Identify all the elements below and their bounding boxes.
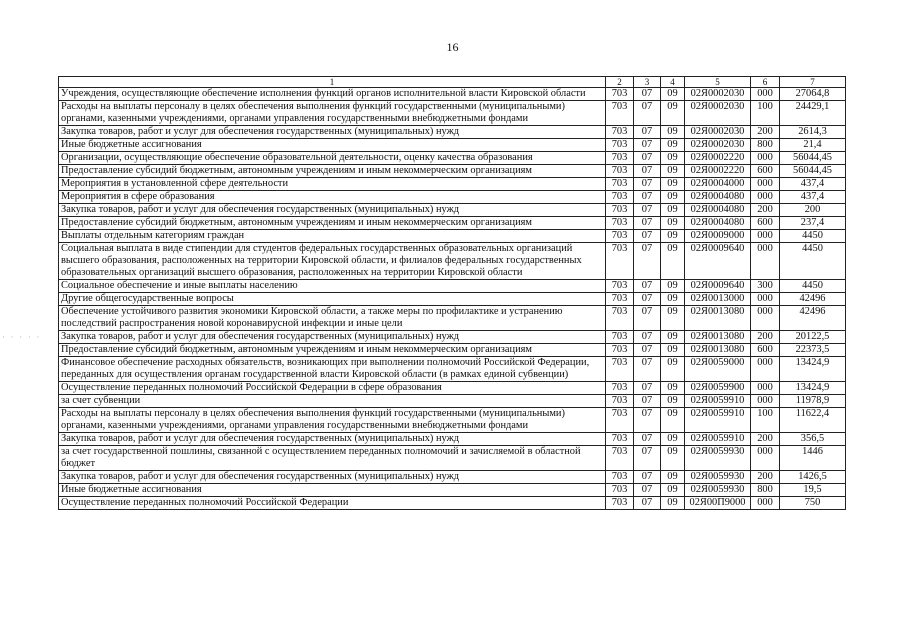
cell-section: 07 [634, 331, 661, 344]
cell-expense-type: 800 [751, 484, 780, 497]
cell-expense-name: за счет субвенции [59, 395, 606, 408]
cell-subsection: 09 [661, 126, 685, 139]
cell-target-article: 02Я0059930 [685, 471, 751, 484]
table-row [59, 471, 846, 484]
cell-expense-type: 200 [751, 204, 780, 217]
cell-amount: 200 [780, 204, 846, 217]
cell-gov-code: 703 [606, 243, 634, 280]
cell-section: 07 [634, 306, 661, 331]
cell-section: 07 [634, 191, 661, 204]
header-cell-expense-name: 1 [59, 77, 606, 88]
cell-gov-code: 703 [606, 497, 634, 510]
cell-amount: 13424,9 [780, 382, 846, 395]
cell-section: 07 [634, 217, 661, 230]
cell-expense-name: Закупка товаров, работ и услуг для обеспечения государственных (муниципальных) нужд [59, 204, 606, 217]
cell-amount: 21,4 [780, 139, 846, 152]
cell-amount: 356,5 [780, 433, 846, 446]
table-row [59, 446, 846, 471]
cell-section: 07 [634, 126, 661, 139]
cell-expense-type: 000 [751, 497, 780, 510]
cell-subsection: 09 [661, 191, 685, 204]
table-body [59, 77, 846, 510]
cell-expense-type: 200 [751, 331, 780, 344]
table-row [59, 204, 846, 217]
cell-amount: 22373,5 [780, 344, 846, 357]
cell-expense-name: Расходы на выплаты персоналу в целях обеспечения выполнения функций государственными (муниципальными) органами, казенными учреждениями, органами управления государственными внебюджетными фондами [59, 408, 606, 433]
cell-target-article: 02Я0002220 [685, 152, 751, 165]
cell-section: 07 [634, 243, 661, 280]
cell-gov-code: 703 [606, 408, 634, 433]
table-row [59, 217, 846, 230]
table-row [59, 126, 846, 139]
cell-target-article: 02Я0009640 [685, 280, 751, 293]
cell-expense-name: Закупка товаров, работ и услуг для обеспечения государственных (муниципальных) нужд [59, 331, 606, 344]
cell-subsection: 09 [661, 178, 685, 191]
cell-gov-code: 703 [606, 433, 634, 446]
cell-target-article: 02Я0059910 [685, 433, 751, 446]
table-header-row [59, 77, 846, 88]
cell-expense-name: Организации, осуществляющие обеспечение образовательной деятельности, оценку качества образования [59, 152, 606, 165]
cell-section: 07 [634, 357, 661, 382]
cell-target-article: 02Я0059930 [685, 446, 751, 471]
cell-expense-name: Предоставление субсидий бюджетным, автономным учреждениям и иным некоммерческим организациям [59, 165, 606, 178]
table-row [59, 165, 846, 178]
cell-expense-name: Социальное обеспечение и иные выплаты населению [59, 280, 606, 293]
cell-amount: 56044,45 [780, 152, 846, 165]
cell-expense-name: Другие общегосударственные вопросы [59, 293, 606, 306]
cell-gov-code: 703 [606, 344, 634, 357]
header-cell-target-article: 5 [685, 77, 751, 88]
cell-expense-type: 600 [751, 217, 780, 230]
table-row [59, 191, 846, 204]
page-number: 16 [446, 40, 459, 54]
cell-expense-type: 000 [751, 306, 780, 331]
cell-amount: 237,4 [780, 217, 846, 230]
cell-subsection: 09 [661, 382, 685, 395]
header-cell-subsection: 4 [661, 77, 685, 88]
cell-gov-code: 703 [606, 357, 634, 382]
header-cell-section: 3 [634, 77, 661, 88]
cell-subsection: 09 [661, 230, 685, 243]
cell-subsection: 09 [661, 165, 685, 178]
table-row [59, 230, 846, 243]
cell-gov-code: 703 [606, 152, 634, 165]
cell-section: 07 [634, 139, 661, 152]
cell-gov-code: 703 [606, 101, 634, 126]
cell-target-article: 02Я0059930 [685, 484, 751, 497]
cell-amount: 4450 [780, 243, 846, 280]
cell-expense-name: Выплаты отдельным категориям граждан [59, 230, 606, 243]
table-row [59, 408, 846, 433]
table-row [59, 344, 846, 357]
cell-section: 07 [634, 293, 661, 306]
cell-amount: 4450 [780, 230, 846, 243]
cell-amount: 437,4 [780, 191, 846, 204]
table-row [59, 331, 846, 344]
cell-expense-name: Финансовое обеспечение расходных обязательств, возникающих при выполнении полномочий Российской Федерации, переданных для осуществления органам государственной власти Кировской области (в рамках единой субвенции) [59, 357, 606, 382]
cell-subsection: 09 [661, 471, 685, 484]
budget-table [58, 76, 846, 510]
cell-expense-type: 000 [751, 191, 780, 204]
table-row [59, 178, 846, 191]
cell-gov-code: 703 [606, 280, 634, 293]
cell-amount: 27064,8 [780, 88, 846, 101]
cell-expense-name: Обеспечение устойчивого развития экономики Кировской области, а также меры по профилактике и устранению последствий распространения новой коронавирусной инфекции и иные цели [59, 306, 606, 331]
cell-expense-type: 000 [751, 293, 780, 306]
cell-amount: 56044,45 [780, 165, 846, 178]
cell-amount: 11978,9 [780, 395, 846, 408]
cell-expense-name: Иные бюджетные ассигнования [59, 139, 606, 152]
cell-target-article: 02Я0002030 [685, 126, 751, 139]
cell-subsection: 09 [661, 497, 685, 510]
cell-expense-type: 300 [751, 280, 780, 293]
cell-section: 07 [634, 88, 661, 101]
cell-target-article: 02Я0002220 [685, 165, 751, 178]
cell-expense-type: 000 [751, 88, 780, 101]
cell-amount: 24429,1 [780, 101, 846, 126]
cell-section: 07 [634, 433, 661, 446]
cell-subsection: 09 [661, 280, 685, 293]
table-row [59, 484, 846, 497]
table-row [59, 433, 846, 446]
cell-subsection: 09 [661, 395, 685, 408]
cell-subsection: 09 [661, 306, 685, 331]
table-row [59, 306, 846, 331]
cell-subsection: 09 [661, 293, 685, 306]
cell-subsection: 09 [661, 484, 685, 497]
cell-section: 07 [634, 408, 661, 433]
cell-subsection: 09 [661, 152, 685, 165]
cell-expense-type: 000 [751, 382, 780, 395]
cell-subsection: 09 [661, 243, 685, 280]
cell-expense-type: 000 [751, 395, 780, 408]
cell-expense-type: 000 [751, 357, 780, 382]
cell-expense-name: Социальная выплата в виде стипендии для студентов федеральных государственных образовательных организаций высшего образования, расположенных на территории Кировской области, и филиалов федеральных государственных образовательных организаций высшего образования, расположенных на территории Кировской области [59, 243, 606, 280]
cell-amount: 750 [780, 497, 846, 510]
cell-section: 07 [634, 101, 661, 126]
cell-target-article: 02Я0004000 [685, 178, 751, 191]
cell-target-article: 02Я0059900 [685, 382, 751, 395]
cell-expense-type: 000 [751, 152, 780, 165]
cell-expense-type: 200 [751, 126, 780, 139]
cell-gov-code: 703 [606, 204, 634, 217]
cell-amount: 20122,5 [780, 331, 846, 344]
cell-section: 07 [634, 471, 661, 484]
cell-target-article: 02Я0004080 [685, 217, 751, 230]
cell-subsection: 09 [661, 139, 685, 152]
cell-target-article: 02Я0004080 [685, 191, 751, 204]
cell-target-article: 02Я0002030 [685, 88, 751, 101]
cell-amount: 437,4 [780, 178, 846, 191]
cell-section: 07 [634, 230, 661, 243]
cell-target-article: 02Я0059910 [685, 408, 751, 433]
table-row [59, 357, 846, 382]
cell-section: 07 [634, 204, 661, 217]
table-row [59, 382, 846, 395]
cell-subsection: 09 [661, 446, 685, 471]
header-cell-expense-type: 6 [751, 77, 780, 88]
table-row [59, 293, 846, 306]
scan-artifact: · · · · · [2, 333, 42, 342]
cell-expense-type: 000 [751, 243, 780, 280]
cell-expense-type: 800 [751, 139, 780, 152]
cell-expense-name: за счет государственной пошлины, связанной с осуществлением переданных полномочий и зачисляемой в областной бюджет [59, 446, 606, 471]
cell-expense-type: 200 [751, 433, 780, 446]
table-row [59, 88, 846, 101]
cell-gov-code: 703 [606, 395, 634, 408]
cell-expense-name: Предоставление субсидий бюджетным, автономным учреждениям и иным некоммерческим организациям [59, 344, 606, 357]
cell-gov-code: 703 [606, 446, 634, 471]
cell-subsection: 09 [661, 217, 685, 230]
cell-gov-code: 703 [606, 88, 634, 101]
header-cell-gov-code: 2 [606, 77, 634, 88]
cell-section: 07 [634, 382, 661, 395]
cell-expense-type: 000 [751, 178, 780, 191]
cell-subsection: 09 [661, 357, 685, 382]
cell-section: 07 [634, 497, 661, 510]
cell-target-article: 02Я0013000 [685, 293, 751, 306]
cell-amount: 1446 [780, 446, 846, 471]
cell-amount: 42496 [780, 306, 846, 331]
table-row [59, 152, 846, 165]
cell-subsection: 09 [661, 88, 685, 101]
table-row [59, 280, 846, 293]
cell-target-article: 02Я0009640 [685, 243, 751, 280]
cell-expense-type: 600 [751, 344, 780, 357]
table-row [59, 395, 846, 408]
cell-expense-name: Мероприятия в сфере образования [59, 191, 606, 204]
table-row [59, 497, 846, 510]
cell-gov-code: 703 [606, 484, 634, 497]
cell-amount: 4450 [780, 280, 846, 293]
cell-expense-name: Мероприятия в установленной сфере деятельности [59, 178, 606, 191]
cell-amount: 42496 [780, 293, 846, 306]
cell-section: 07 [634, 280, 661, 293]
cell-gov-code: 703 [606, 382, 634, 395]
cell-expense-type: 600 [751, 165, 780, 178]
cell-amount: 19,5 [780, 484, 846, 497]
cell-target-article: 02Я0059910 [685, 395, 751, 408]
cell-amount: 11622,4 [780, 408, 846, 433]
cell-gov-code: 703 [606, 471, 634, 484]
cell-subsection: 09 [661, 344, 685, 357]
table-row [59, 139, 846, 152]
cell-expense-type: 200 [751, 471, 780, 484]
cell-target-article: 02Я0009000 [685, 230, 751, 243]
cell-target-article: 02Я0013080 [685, 344, 751, 357]
cell-target-article: 02Я0002030 [685, 139, 751, 152]
cell-subsection: 09 [661, 204, 685, 217]
cell-section: 07 [634, 165, 661, 178]
cell-expense-name: Осуществление переданных полномочий Российской Федерации в сфере образования [59, 382, 606, 395]
cell-gov-code: 703 [606, 165, 634, 178]
cell-section: 07 [634, 178, 661, 191]
cell-target-article: 02Я0013080 [685, 306, 751, 331]
cell-target-article: 02Я00П9000 [685, 497, 751, 510]
cell-gov-code: 703 [606, 191, 634, 204]
cell-amount: 13424,9 [780, 357, 846, 382]
table-row [59, 243, 846, 280]
cell-section: 07 [634, 484, 661, 497]
cell-target-article: 02Я0004080 [685, 204, 751, 217]
cell-expense-name: Закупка товаров, работ и услуг для обеспечения государственных (муниципальных) нужд [59, 126, 606, 139]
header-cell-amount: 7 [780, 77, 846, 88]
cell-section: 07 [634, 344, 661, 357]
cell-expense-type: 100 [751, 408, 780, 433]
cell-gov-code: 703 [606, 126, 634, 139]
cell-expense-type: 100 [751, 101, 780, 126]
table-row [59, 101, 846, 126]
cell-expense-name: Иные бюджетные ассигнования [59, 484, 606, 497]
cell-expense-name: Осуществление переданных полномочий Российской Федерации [59, 497, 606, 510]
cell-expense-type: 000 [751, 230, 780, 243]
cell-target-article: 02Я0059000 [685, 357, 751, 382]
cell-target-article: 02Я0002030 [685, 101, 751, 126]
cell-expense-name: Расходы на выплаты персоналу в целях обеспечения выполнения функций государственными (муниципальными) органами, казенными учреждениями, органами управления государственными внебюджетными фондами [59, 101, 606, 126]
cell-subsection: 09 [661, 101, 685, 126]
cell-gov-code: 703 [606, 293, 634, 306]
cell-section: 07 [634, 395, 661, 408]
cell-subsection: 09 [661, 408, 685, 433]
cell-expense-name: Предоставление субсидий бюджетным, автономным учреждениям и иным некоммерческим организациям [59, 217, 606, 230]
cell-amount: 2614,3 [780, 126, 846, 139]
cell-subsection: 09 [661, 433, 685, 446]
cell-section: 07 [634, 446, 661, 471]
cell-gov-code: 703 [606, 230, 634, 243]
cell-section: 07 [634, 152, 661, 165]
cell-expense-type: 000 [751, 446, 780, 471]
cell-amount: 1426,5 [780, 471, 846, 484]
cell-target-article: 02Я0013080 [685, 331, 751, 344]
cell-gov-code: 703 [606, 306, 634, 331]
cell-gov-code: 703 [606, 178, 634, 191]
cell-gov-code: 703 [606, 331, 634, 344]
cell-subsection: 09 [661, 331, 685, 344]
cell-expense-name: Закупка товаров, работ и услуг для обеспечения государственных (муниципальных) нужд [59, 471, 606, 484]
cell-gov-code: 703 [606, 217, 634, 230]
cell-expense-name: Закупка товаров, работ и услуг для обеспечения государственных (муниципальных) нужд [59, 433, 606, 446]
cell-expense-name: Учреждения, осуществляющие обеспечение исполнения функций органов исполнительной власти Кировской области [59, 88, 606, 101]
cell-gov-code: 703 [606, 139, 634, 152]
